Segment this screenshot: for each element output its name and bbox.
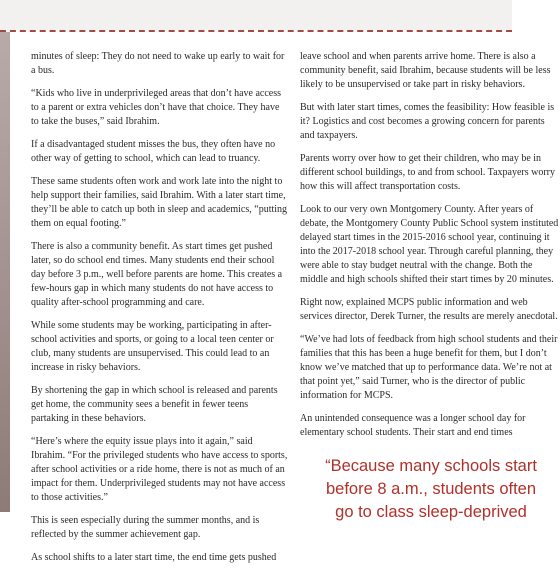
paragraph: But with later start times, comes the feasibility: How feasible is it? Logistics and cost becomes a growing concern for parents and taxpayers. [300,102,555,141]
paragraph: minutes of sleep: They do not need to wake up early to wait for a bus. [31,51,285,76]
paragraph: Parents worry over how to get their children, who may be in different school buildings, to and from school. Taxpayers worry how this will affect transportation costs. [300,153,555,192]
paragraph: Right now, explained MCPS public information and web services director, Derek Turner, the results are merely anecdotal. [300,297,558,322]
article-column-left [31,50,288,574]
paragraph: “Kids who live in underprivileged areas that don’t have access to a parent or extra vehicles don’t have that choice. They have to take the buses,” said Ibrahim. [31,88,282,127]
paragraph: There is also a community benefit. As start times get pushed later, so do school end times. Many students end their school day before 3 p.m., well before parents are home. This creates a few-hours gap in which many students do not have access to quality after-school programming and care. [31,241,283,308]
left-photo-edge [0,32,10,512]
header-band [0,0,512,30]
paragraph: leave school and when parents arrive home. There is also a community benefit, said Ibrahim, because students will be less likely to be unsupervised or take part in risky behaviors. [300,51,551,90]
paragraph: “Here’s where the equity issue plays into it again,” said Ibrahim. “For the privileged students who have access to sports, after school activities or a ride home, there is not as much of an impact for them. Underprivileged students may not have access to those activities.” [31,436,288,503]
paragraph: Look to our very own Montgomery County. After years of debate, the Montgomery County Public School system instituted delayed start times in the 2015-2016 school year, continuing it into the 2017-2018 school year. Through careful planning, they were able to stay budget neutral with the change. Both the middle and high schools shifted their start times by 20 minutes. [300,204,559,285]
dashed-divider [0,30,512,32]
paragraph: By shortening the gap in which school is released and parents get home, the community sees a benefit in fewer teens partaking in these behaviors. [31,385,278,424]
article-column-right [300,50,560,449]
paragraph: While some students may be working, participating in after-school activities and sports, or going to a local teen center or club, many students are unsupervised. This could lead to an increase in risky behaviors. [31,320,274,373]
paragraph: If a disadvantaged student misses the bus, they often have no other way of getting to school, which can lead to truancy. [31,139,276,164]
paragraph: These same students often work and work late into the night to help support their families, said Ibrahim. With a later start time, they’ll be able to catch up both in sleep and academics, “putting them on equal footing.” [31,176,288,229]
paragraph: An unintended consequence was a longer school day for elementary school students. Their start and end times [300,413,526,438]
paragraph: “We’ve had lots of feedback from high school students and their families that this has been a huge benefit for them, but I don’t know we’ve matched that up to performance data. We’re not at that point yet,” said Turner, who is the director of public information for MCPS. [300,334,558,401]
paragraph: This is seen especially during the summer months, and is reflected by the summer achievement gap. [31,515,260,540]
pull-quote: “Because many schools start before 8 a.m., students often go to class sleep-deprived [325,457,537,521]
paragraph: As school shifts to a later start time, the end time gets pushed [31,552,277,563]
